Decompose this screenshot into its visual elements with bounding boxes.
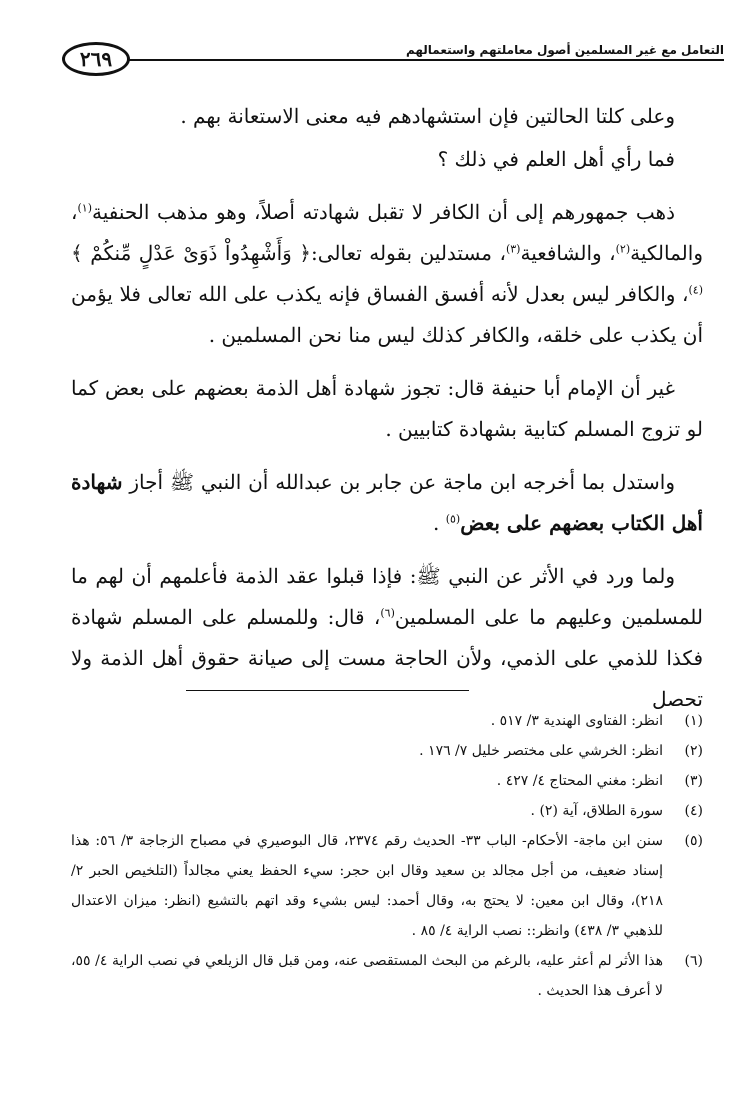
footnote-separator [186,690,469,691]
footnotes [71,706,703,1006]
p3-text-e: ، والكافر ليس بعدل لأنه أفسق الفساق فإنه يكذب على الله تعالى فلا يؤمن أن يكذب على خلقه، والكافر كذلك ليس منا نحن المسلمين . [71,282,703,347]
paragraph-3 [71,192,703,356]
p3-text-d: ، مستدلين بقوله تعالى:﴿ وَأَشْهِدُواْ ذَوَىْ عَدْلٍ مِّنكُمْ ﴾ [71,241,506,265]
footnote-number: (٤) [684,803,703,819]
p3-text-c: ، والشافعية [520,241,616,265]
footnote-text: هذا الأثر لم أعثر عليه، بالرغم من البحث المستقصى عنه، ومن قبل قال الزيلعي في نصب الراية ٤/ ٥٥، لا أعرف هذا الحديث . [71,953,663,999]
footnote-text: سنن ابن ماجة- الأحكام- الباب ٣٣- الحديث رقم ٢٣٧٤، قال البوصيري في مصباح الزجاجة ٣/ ٥٦: هذا إسناد ضعيف، من أجل مجالد بن سعيد وقال ابن حجر: سيء الحفظ يعني مجالداً (التلخيص الحبر ٢/ ٢١٨)، وقال ابن معين: لا يحتج به، وقال أحمد: ليس بشيء وقد اتهم بالتشيع (انظر: ميزان الاعتدال للذهبي ٣/ ٤٣٨) وانظر:: نصب الراية ٤/ ٨٥ . [71,833,663,939]
footnote-5 [71,826,703,946]
footnote-number: (١) [684,713,703,729]
page-header [62,42,724,80]
footnote-number: (٣) [684,773,703,789]
footnote-text: سورة الطلاق، آية (٢) . [530,803,663,819]
footnote-2 [71,736,703,766]
main-text [71,96,703,732]
p5-bold-quote: شهادة أهل الكتاب بعضهم على بعض [71,470,703,535]
footnote-number: (٢) [684,743,703,759]
paragraph-4: غير أن الإمام أبا حنيفة قال: تجوز شهادة أهل الذمة بعضهم على بعض كما لو تزوج المسلم كتابية بشهادة كتابيين . [71,376,703,441]
paragraph-5 [71,462,703,544]
paragraph-1: وعلى كلتا الحالتين فإن استشهادهم فيه معنى الاستعانة بهم . [180,104,675,128]
p5-text-c: . [432,511,446,535]
footnote-ref-2: (٢) [615,242,631,256]
footnote-ref-3: (٣) [505,242,521,256]
footnote-ref-6: (٦) [380,606,395,620]
paragraph-2: فما رأي أهل العلم في ذلك ؟ [437,147,675,171]
footnote-1 [71,706,703,736]
footnote-ref-5: (٥) [445,512,461,526]
footnote-text: انظر: الفتاوى الهندية ٣/ ٥١٧ . [490,713,663,729]
footnote-4 [71,796,703,826]
p3-text-b: ، والمالكية [71,200,703,265]
paragraph-6 [71,556,703,720]
footnote-number: (٥) [684,833,703,849]
p5-text-a: واستدل بما أخرجه ابن ماجة عن جابر بن عبدالله أن النبي ﷺ أجاز [129,470,676,494]
footnote-3 [71,766,703,796]
p6-text-b: ، قال: وللمسلم على المسلم شهادة فكذا للذمي على الذمي، ولأن الحاجة مست إلى صيانة حقوق أهل الذمة ولا تحصل [71,605,703,711]
footnote-text: انظر: الخرشي على مختصر خليل ٧/ ١٧٦ . [419,743,663,759]
footnote-ref-4: (٤) [688,283,703,297]
footnote-ref-1: (١) [77,201,92,215]
header-rule [122,59,724,61]
p3-text-a: ذهب جمهورهم إلى أن الكافر لا تقبل شهادته أصلاً، وهو مذهب الحنفية [91,200,675,224]
footnote-6 [71,946,703,1006]
footnote-text: انظر: مغني المحتاج ٤/ ٤٢٧ . [496,773,663,789]
running-title: التعامل مع غير المسلمين أصول معاملتهم واستعمالهم [400,43,724,57]
footnote-number: (٦) [684,953,703,969]
page-number: ٢٦٩ [62,42,130,76]
p6-text-a: ولما ورد في الأثر عن النبي ﷺ: فإذا قبلوا عقد الذمة فأعلمهم أن لهم ما للمسلمين وعليهم ما على المسلمين [71,564,703,629]
